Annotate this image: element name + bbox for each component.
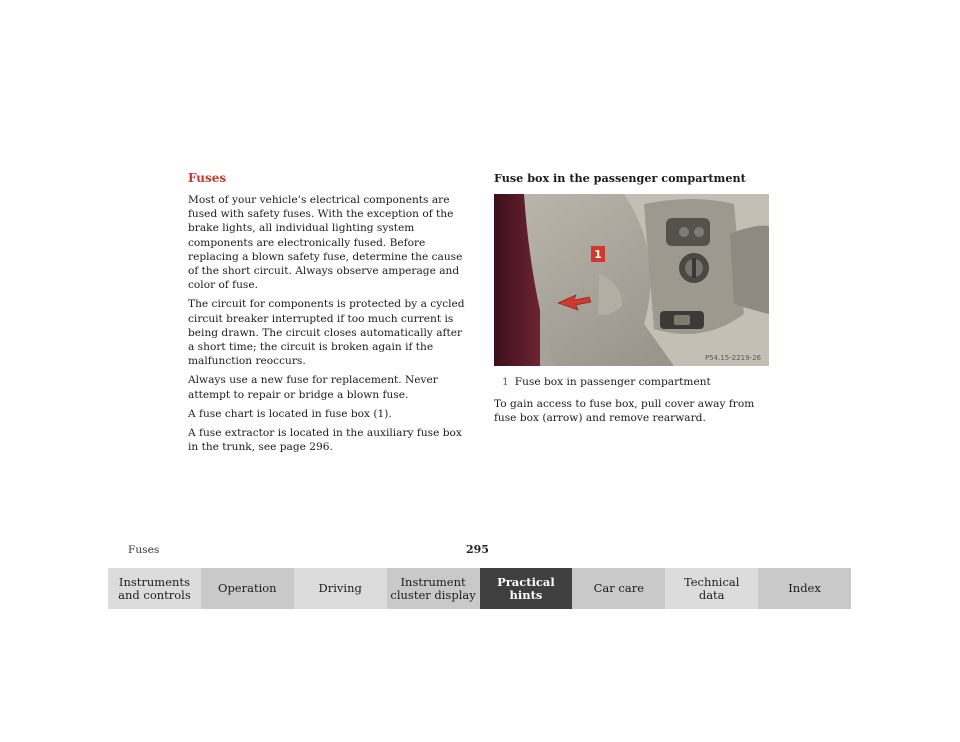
nav-tab-car-care[interactable]: Car care [572,568,665,609]
nav-tab-driving[interactable]: Driving [294,568,387,609]
nav-tab-instruments-and-controls[interactable]: Instruments and controls [108,568,201,609]
dashboard-illustration [494,194,769,366]
paragraph: Most of your vehicle’s electrical components are fused with safety fuses. With the exception of the brake lights, all individual lighting system components are electronically fused. Before replacing a blown safety fuse, determine the cause of the short circuit. Always observe amperage and color of fuse. [188,194,463,292]
fuse-box-title: Fuse box in the passenger compartment [494,171,746,185]
paragraph: A fuse chart is located in fuse box (1). [188,407,392,420]
paragraph: Always use a new fuse for replacement. Never attempt to repair or bridge a blown fuse. [188,374,438,401]
nav-tab-technical-data[interactable]: Technical data [665,568,758,609]
nav-tab-practical-hints[interactable]: Practical hints [480,568,573,609]
paragraph: A fuse extractor is located in the auxiliary fuse box in the trunk, see page 296. [188,427,462,454]
figure-caption [502,375,770,389]
figure-id: P54.15-2219-26 [704,354,761,362]
paragraph: The circuit for components is protected by a cycled circuit breaker interrupted if too much current is being drawn. The circuit closes automatically after a short time; the circuit is broken again if the malfunction reoccurs. [188,298,465,368]
nav-tab-operation[interactable]: Operation [201,568,294,609]
caption-number: 1 [502,376,509,388]
access-instructions: To gain access to fuse box, pull cover away from fuse box (arrow) and remove rearward. [494,398,755,425]
footer-section-name: Fuses [128,544,160,556]
callout-1-label: 1 [594,248,602,261]
fuse-box-photo [494,194,769,366]
page-number: 295 [466,543,489,556]
chapter-navigation [108,568,851,609]
section-title-fuses: Fuses [188,171,227,185]
nav-tab-instrument-cluster-display[interactable]: Instrument cluster display [387,568,480,609]
nav-tab-index[interactable]: Index [758,568,851,609]
left-column [188,171,468,459]
caption-text: Fuse box in passenger compartment [514,376,711,388]
right-column [494,171,770,430]
